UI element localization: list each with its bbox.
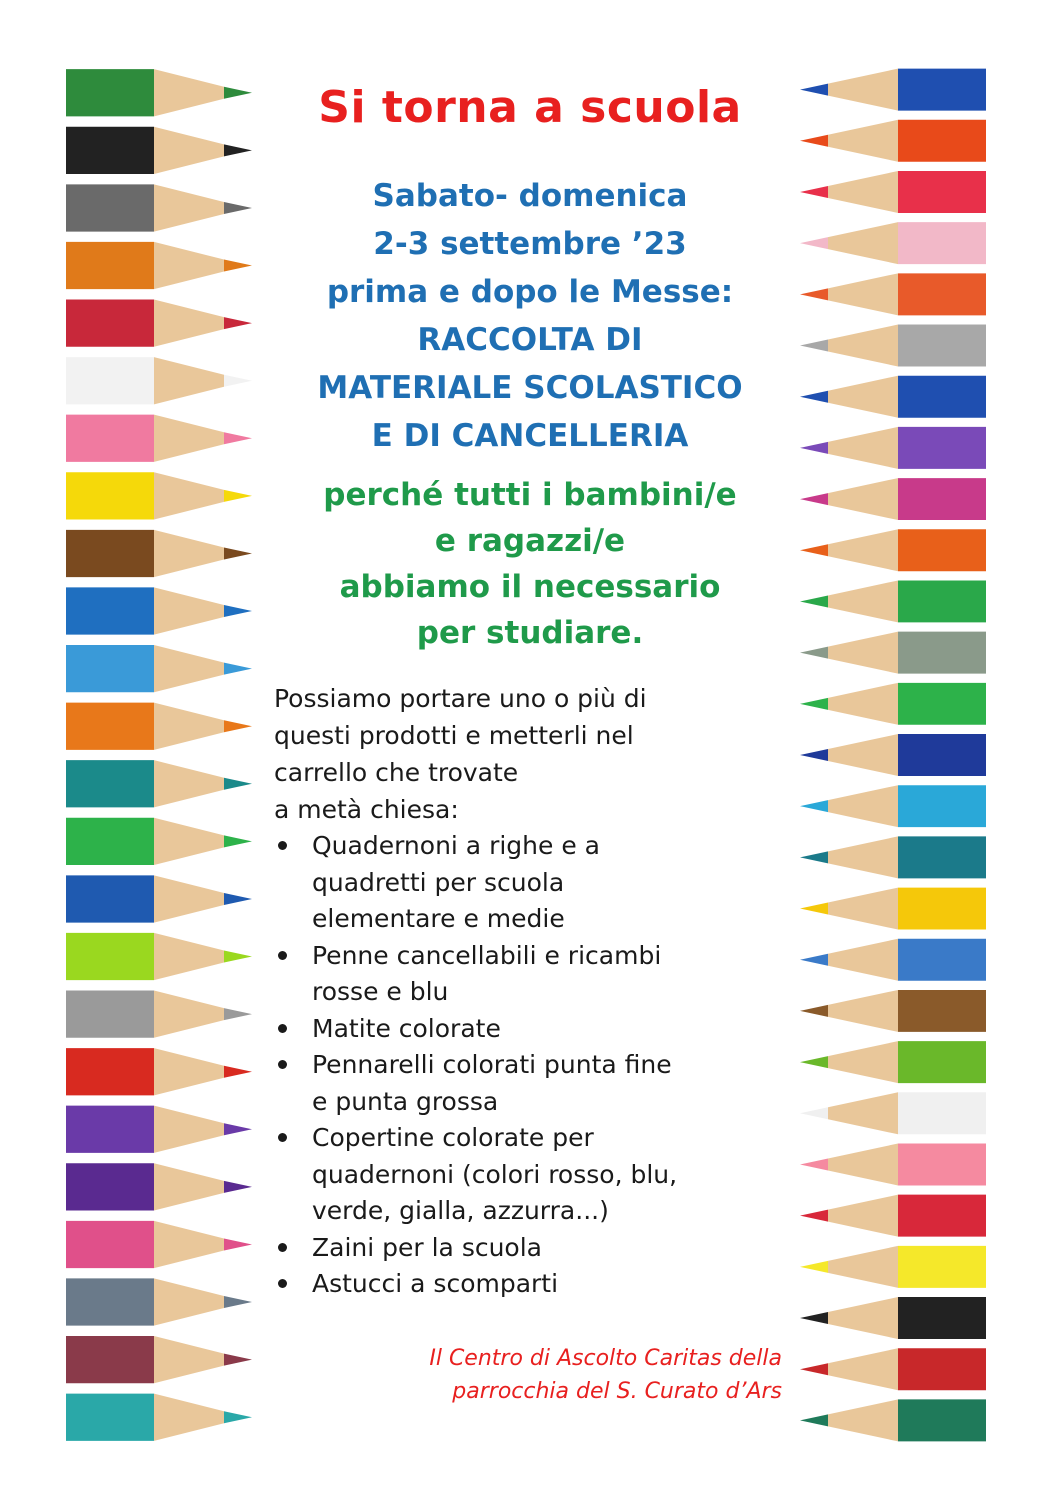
- right-pencils-graphic: [786, 64, 986, 1446]
- pencil: [800, 939, 986, 981]
- pencil: [66, 1048, 252, 1095]
- pencil: [800, 120, 986, 162]
- item-line: e punta grossa: [312, 1086, 499, 1116]
- item-line: Zaini per la scuola: [312, 1232, 542, 1262]
- bullet-icon: [278, 951, 287, 960]
- pencil: [800, 529, 986, 571]
- bullet-icon: [278, 841, 287, 850]
- bullet-icon: [278, 1279, 287, 1288]
- announcement-line: MATERIALE SCOLASTICO: [317, 370, 743, 406]
- announcement-block: [270, 172, 790, 460]
- purpose-line: e ragazzi/e: [434, 523, 626, 559]
- pencil: [66, 1221, 252, 1268]
- pencil: [800, 1246, 986, 1288]
- pencil: [66, 357, 252, 404]
- intro-line: Possiamo portare uno o più di: [274, 684, 647, 713]
- intro-line: a metà chiesa:: [274, 795, 459, 824]
- items-list: [274, 828, 784, 1303]
- signature-line: Il Centro di Ascolto Caritas della: [429, 1346, 782, 1371]
- pencil: [800, 273, 986, 315]
- pencil: [66, 587, 252, 634]
- bullet-icon: [278, 1060, 287, 1069]
- pencil: [66, 1336, 252, 1383]
- purpose-line: perché tutti i bambini/e: [323, 477, 737, 513]
- item-line: quadernoni (colori rosso, blu,: [312, 1159, 678, 1189]
- item-line: Astucci a scomparti: [312, 1269, 559, 1298]
- bullet-icon: [278, 1243, 287, 1252]
- list-item: [274, 1120, 784, 1230]
- pencil: [66, 300, 252, 347]
- purpose-line: per studiare.: [416, 615, 644, 651]
- pencil: [66, 415, 252, 462]
- flyer-title: Si torna a scuola: [318, 82, 742, 133]
- pencil: [66, 645, 252, 692]
- pencil: [66, 760, 252, 807]
- pencil: [800, 478, 986, 520]
- item-line: elementare e medie: [312, 904, 565, 933]
- announcement-line: RACCOLTA DI: [417, 322, 643, 358]
- pencil: [800, 990, 986, 1032]
- pencil: [66, 1163, 252, 1210]
- pencil: [800, 734, 986, 776]
- pencil: [66, 472, 252, 519]
- pencil: [800, 427, 986, 469]
- intro-paragraph: [274, 680, 784, 828]
- list-item: [274, 1230, 784, 1267]
- pencil: [800, 580, 986, 622]
- purpose-block: [270, 472, 790, 656]
- pencil: [66, 69, 252, 116]
- announcement-line: E DI CANCELLERIA: [371, 418, 689, 454]
- item-line: Matite colorate: [312, 1013, 501, 1043]
- left-pencil-border: [66, 64, 266, 1446]
- pencil: [66, 933, 252, 980]
- pencil: [66, 530, 252, 577]
- list-item: [274, 1011, 784, 1048]
- pencil: [800, 222, 986, 264]
- pencil: [66, 875, 252, 922]
- item-line: quadretti per scuola: [312, 867, 565, 897]
- intro-line: carrello che trovate: [274, 758, 519, 787]
- announcement-line: Sabato- domenica: [372, 178, 688, 214]
- pencil: [800, 888, 986, 930]
- purpose-line: abbiamo il necessario: [339, 569, 721, 605]
- pencil: [800, 632, 986, 674]
- pencil: [800, 1041, 986, 1083]
- pencil: [66, 1106, 252, 1153]
- pencil: [66, 991, 252, 1038]
- right-pencil-border: [786, 64, 986, 1446]
- pencil: [800, 785, 986, 827]
- intro-line: questi prodotti e metterli nel: [274, 721, 634, 750]
- pencil: [800, 1195, 986, 1237]
- pencil: [800, 376, 986, 418]
- item-line: verde, gialla, azzurra...): [312, 1196, 609, 1225]
- signature-line: parrocchia del S. Curato d’Ars: [452, 1379, 782, 1404]
- pencil: [800, 1092, 986, 1134]
- bullet-icon: [278, 1024, 287, 1033]
- announcement-line: 2-3 settembre ’23: [373, 226, 687, 262]
- pencil: [66, 1394, 252, 1441]
- bullet-icon: [278, 1133, 287, 1142]
- pencil: [800, 683, 986, 725]
- pencil: [800, 1399, 986, 1441]
- list-item: [274, 1047, 784, 1120]
- pencil: [800, 836, 986, 878]
- pencil: [800, 171, 986, 213]
- pencil: [66, 184, 252, 231]
- item-line: rosse e blu: [312, 977, 449, 1006]
- pencil: [66, 242, 252, 289]
- pencil: [800, 325, 986, 367]
- pencil: [800, 1348, 986, 1390]
- pencil: [800, 1143, 986, 1185]
- list-item: [274, 1266, 784, 1303]
- pencil: [800, 1297, 986, 1339]
- pencil: [66, 818, 252, 865]
- list-item: [274, 938, 784, 1011]
- pencil: [66, 703, 252, 750]
- item-line: Penne cancellabili e ricambi: [312, 940, 662, 970]
- item-line: Quadernoni a righe e a: [312, 831, 600, 860]
- pencil: [66, 127, 252, 174]
- pencil: [800, 69, 986, 111]
- item-line: Pennarelli colorati punta fine: [312, 1050, 672, 1079]
- item-line: Copertine colorate per: [312, 1123, 594, 1152]
- signature: [270, 1342, 782, 1408]
- left-pencils-graphic: [66, 64, 266, 1446]
- list-item: [274, 828, 784, 938]
- pencil: [66, 1278, 252, 1325]
- announcement-line: prima e dopo le Messe:: [326, 274, 734, 310]
